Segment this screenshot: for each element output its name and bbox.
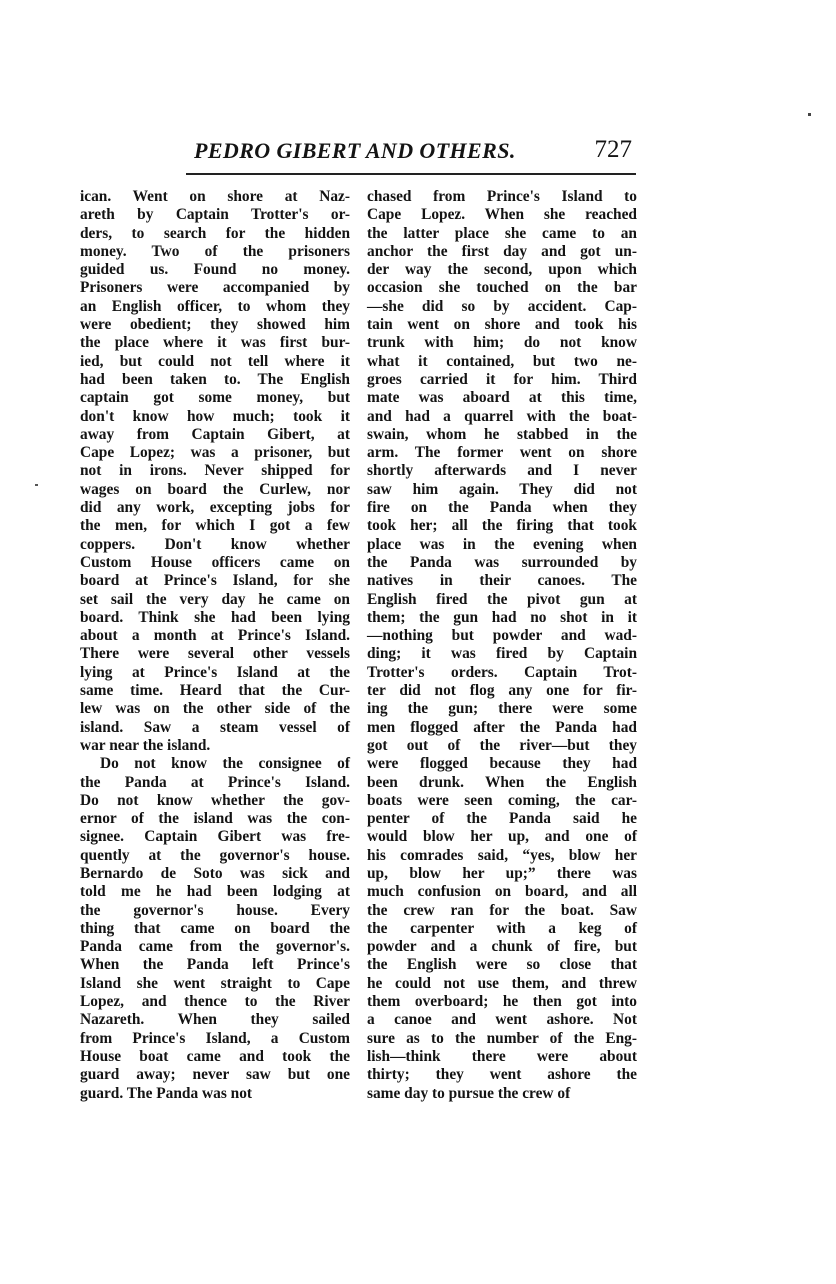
text-line: natives in their canoes. The: [367, 572, 637, 590]
text-line: Lopez, and thence to the River: [80, 993, 350, 1011]
text-line: Panda came from the governor's.: [80, 938, 350, 956]
text-line: war near the island.: [80, 736, 211, 754]
text-line: not in irons. Never shipped for: [80, 462, 350, 480]
text-line: island. Saw a steam vessel of: [80, 718, 350, 736]
text-line: been drunk. When the English: [367, 773, 637, 791]
text-line: Bernardo de Soto was sick and: [80, 864, 350, 882]
text-line: Island she went straight to Cape: [80, 974, 350, 992]
text-line: mate was aboard at this time,: [367, 389, 637, 407]
text-line: ing the gun; there were some: [367, 700, 637, 718]
text-line: There were several other vessels: [80, 645, 350, 663]
text-line: coppers. Don't know whether: [80, 535, 350, 553]
text-line: about a month at Prince's Island.: [80, 627, 350, 645]
text-line: the carpenter with a keg of: [367, 919, 637, 937]
text-line: what it contained, but two ne-: [367, 352, 637, 370]
text-line: thirty; they went ashore the: [367, 1066, 637, 1084]
text-line: an English officer, to whom they: [80, 297, 350, 315]
text-line: signee. Captain Gibert was fre-: [80, 828, 350, 846]
text-line: lew was on the other side of the: [80, 700, 350, 718]
text-line: saw him again. They did not: [367, 480, 637, 498]
text-line: much confusion on board, and all: [367, 883, 637, 901]
text-line: guard. The Panda was not: [80, 1084, 253, 1102]
text-line: When the Panda left Prince's: [80, 956, 350, 974]
text-line: —she did so by accident. Cap-: [367, 297, 637, 315]
text-line: ding; it was fired by Captain: [367, 645, 637, 663]
text-line: Prisoners were accompanied by: [80, 279, 350, 297]
text-line: board. Think she had been lying: [80, 608, 350, 626]
text-line: tain went on shore and took his: [367, 316, 637, 334]
text-line: quently at the governor's house.: [80, 846, 350, 864]
text-line: same time. Heard that the Cur-: [80, 682, 350, 700]
text-line: them; the gun had no shot in it: [367, 608, 637, 626]
text-line: were obedient; they showed him: [80, 316, 350, 334]
text-line: men flogged after the Panda had: [367, 718, 637, 736]
page-header: [188, 136, 636, 172]
text-line: money. Two of the prisoners: [80, 242, 350, 260]
text-line: them overboard; he then got into: [367, 993, 637, 1011]
text-line: sure as to the number of the Eng-: [367, 1029, 637, 1047]
text-line: the place where it was first bur-: [80, 334, 350, 352]
text-line: did any work, excepting jobs for: [80, 499, 350, 517]
text-line: the Panda was surrounded by: [367, 553, 637, 571]
margin-speck: [35, 484, 38, 486]
text-line: wages on board the Curlew, nor: [80, 480, 350, 498]
text-line: chased from Prince's Island to: [367, 188, 637, 205]
text-line: board at Prince's Island, for she: [80, 572, 350, 590]
text-line: would blow her up, and one of: [367, 828, 637, 846]
text-line: groes carried it for him. Third: [367, 370, 637, 388]
text-line: the Panda at Prince's Island.: [80, 773, 350, 791]
text-line: got out of the river—but they: [367, 736, 637, 754]
text-line: Do not know whether the gov-: [80, 791, 350, 809]
text-line: the latter place she came to an: [367, 224, 637, 242]
text-line: der way the second, upon which: [367, 261, 637, 279]
text-line: a canoe and went ashore. Not: [367, 1011, 637, 1029]
text-line: ican. Went on shore at Naz-: [80, 188, 350, 205]
text-line: up, blow her up;” there was: [367, 864, 637, 882]
text-line: don't know how much; took it: [80, 407, 350, 425]
text-line: Do not know the consignee of: [100, 755, 350, 773]
text-line: and had a quarrel with the boat-: [367, 407, 637, 425]
text-line: swain, whom he stabbed in the: [367, 425, 637, 443]
header-rule: [186, 173, 636, 175]
text-line: thing that came on board the: [80, 919, 350, 937]
text-line: the English were so close that: [367, 956, 637, 974]
text-line: set sail the very day he came on: [80, 590, 350, 608]
text-line: House boat came and took the: [80, 1047, 350, 1065]
text-line: areth by Captain Trotter's or-: [80, 206, 350, 224]
text-line: ders, to search for the hidden: [80, 224, 350, 242]
text-line: his comrades said, “yes, blow her: [367, 846, 637, 864]
text-line: same day to pursue the crew of: [367, 1084, 571, 1102]
text-line: guard away; never saw but one: [80, 1066, 350, 1084]
text-line: away from Captain Gibert, at: [80, 425, 350, 443]
text-line: Nazareth. When they sailed: [80, 1011, 350, 1029]
text-line: boats were seen coming, the car-: [367, 791, 637, 809]
text-line: Custom House officers came on: [80, 553, 350, 571]
text-line: were flogged because they had: [367, 755, 637, 773]
text-line: guided us. Found no money.: [80, 261, 350, 279]
text-line: —nothing but powder and wad-: [367, 627, 637, 645]
text-line: arm. The former went on shore: [367, 444, 637, 462]
text-line: captain got some money, but: [80, 389, 350, 407]
corner-speck: [808, 113, 811, 116]
right-text-column: [367, 188, 637, 1103]
text-line: told me he had been lodging at: [80, 883, 350, 901]
text-line: ter did not flog any one for fir-: [367, 682, 637, 700]
text-line: anchor the first day and got un-: [367, 242, 637, 260]
left-text-column: [80, 188, 350, 1103]
text-line: Cape Lopez; was a prisoner, but: [80, 444, 350, 462]
text-line: Trotter's orders. Captain Trot-: [367, 663, 637, 681]
text-line: Cape Lopez. When she reached: [367, 206, 637, 224]
text-line: shortly afterwards and I never: [367, 462, 637, 480]
text-line: trunk with him; do not know: [367, 334, 637, 352]
text-line: English fired the pivot gun at: [367, 590, 637, 608]
text-line: the crew ran for the boat. Saw: [367, 901, 637, 919]
running-title: PEDRO GIBERT AND OTHERS.: [194, 138, 516, 163]
text-line: fire on the Panda when they: [367, 499, 637, 517]
text-line: powder and a chunk of fire, but: [367, 938, 637, 956]
text-line: penter of the Panda said he: [367, 810, 637, 828]
text-line: lish—think there were about: [367, 1047, 637, 1065]
text-line: lying at Prince's Island at the: [80, 663, 350, 681]
text-line: occasion she touched on the bar: [367, 279, 637, 297]
text-line: he could not use them, and threw: [367, 974, 637, 992]
text-line: place was in the evening when: [367, 535, 637, 553]
text-line: the men, for which I got a few: [80, 517, 350, 535]
text-line: had been taken to. The English: [80, 370, 350, 388]
text-line: ernor of the island was the con-: [80, 810, 350, 828]
text-line: took her; all the firing that took: [367, 517, 637, 535]
page-number: 727: [594, 136, 632, 163]
text-line: ied, but could not tell where it: [80, 352, 350, 370]
text-line: the governor's house. Every: [80, 901, 350, 919]
text-line: from Prince's Island, a Custom: [80, 1029, 350, 1047]
